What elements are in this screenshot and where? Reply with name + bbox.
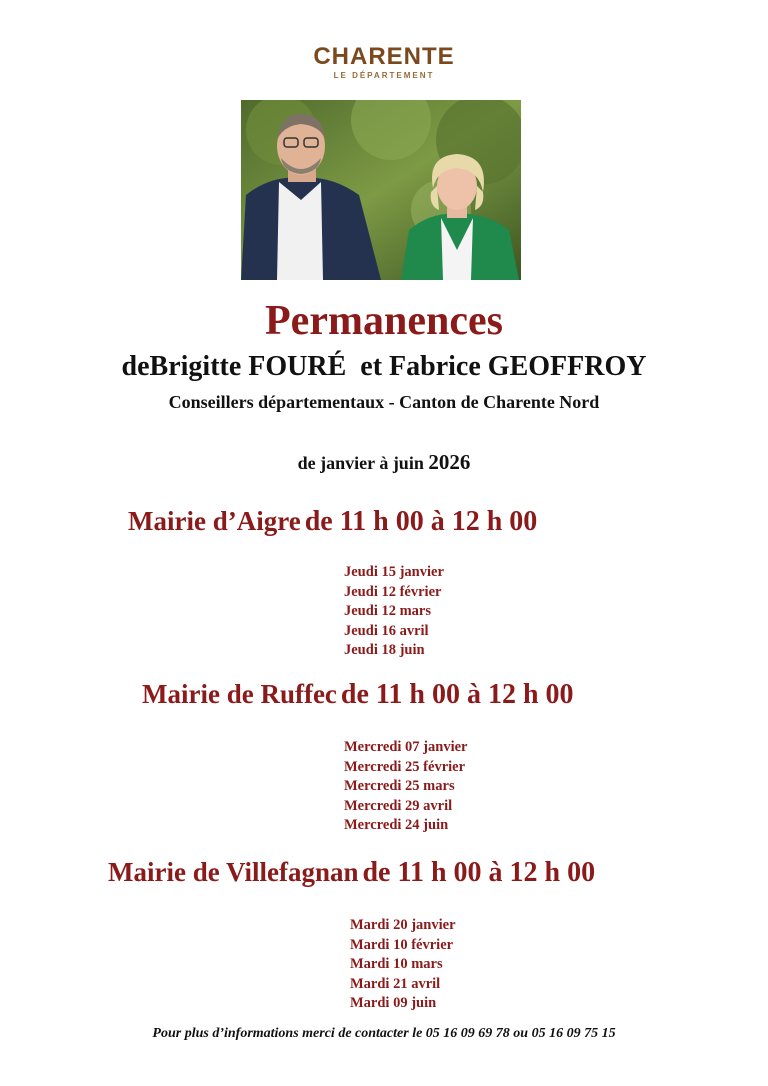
venue-dates-villefagnan — [350, 916, 456, 1014]
date-item: Mardi 10 mars — [350, 956, 443, 972]
venue-time: de 11 h 00 à 12 h 00 — [340, 679, 574, 710]
charente-logo — [0, 44, 768, 80]
councillors-photo — [241, 100, 521, 280]
page-title: Permanences — [265, 298, 503, 344]
period-year: 2026 — [428, 450, 471, 474]
venue-name: Mairie d’Aigre — [128, 506, 301, 536]
logo-subtitle: LE DÉPARTEMENT — [333, 71, 435, 80]
venue-dates-ruffec — [344, 738, 467, 836]
councillors-photo-illustration — [241, 100, 521, 280]
venue-dates-aigre — [344, 563, 444, 661]
date-item: Jeudi 12 février — [344, 583, 442, 600]
venue-time: de 11 h 00 à 12 h 00 — [362, 857, 596, 888]
date-item: Jeudi 15 janvier — [344, 564, 444, 580]
period-line — [0, 450, 768, 475]
venue-heading-ruffec — [142, 679, 574, 711]
period-text: de janvier à juin — [297, 453, 424, 473]
date-item: Mercredi 25 février — [344, 758, 466, 775]
contact-footer: Pour plus d’informations merci de contacter le 05 16 09 69 78 ou 05 16 09 75 15 — [152, 1026, 616, 1041]
venue-heading-aigre — [128, 506, 537, 538]
date-item: Mardi 10 février — [350, 936, 454, 953]
venue-time: de 11 h 00 à 12 h 00 — [304, 506, 538, 537]
names-joiner: et — [360, 351, 383, 382]
date-item: Mercredi 25 mars — [344, 778, 455, 794]
date-item: Mercredi 24 juin — [344, 817, 449, 833]
date-item: Mercredi 07 janvier — [344, 739, 468, 755]
date-item: Mardi 09 juin — [350, 995, 437, 1011]
names-prefix: de — [121, 351, 150, 382]
date-item: Mardi 20 janvier — [350, 917, 456, 933]
logo-name: CHARENTE — [313, 43, 455, 70]
venue-heading-villefagnan — [108, 857, 595, 889]
councillors-role: Conseillers départementaux - Canton de Charente Nord — [168, 392, 600, 412]
date-item: Mardi 21 avril — [350, 975, 441, 992]
date-item: Jeudi 18 juin — [344, 642, 425, 658]
date-item: Jeudi 16 avril — [344, 622, 429, 639]
councillor-2-name: Fabrice GEOFFROY — [389, 351, 647, 382]
venue-name: Mairie de Ruffec — [142, 679, 337, 709]
venue-name: Mairie de Villefagnan — [108, 857, 359, 887]
date-item: Jeudi 12 mars — [344, 603, 431, 619]
councillor-names — [0, 350, 768, 384]
councillor-1-name: Brigitte FOURÉ — [149, 351, 347, 382]
date-item: Mercredi 29 avril — [344, 797, 453, 814]
